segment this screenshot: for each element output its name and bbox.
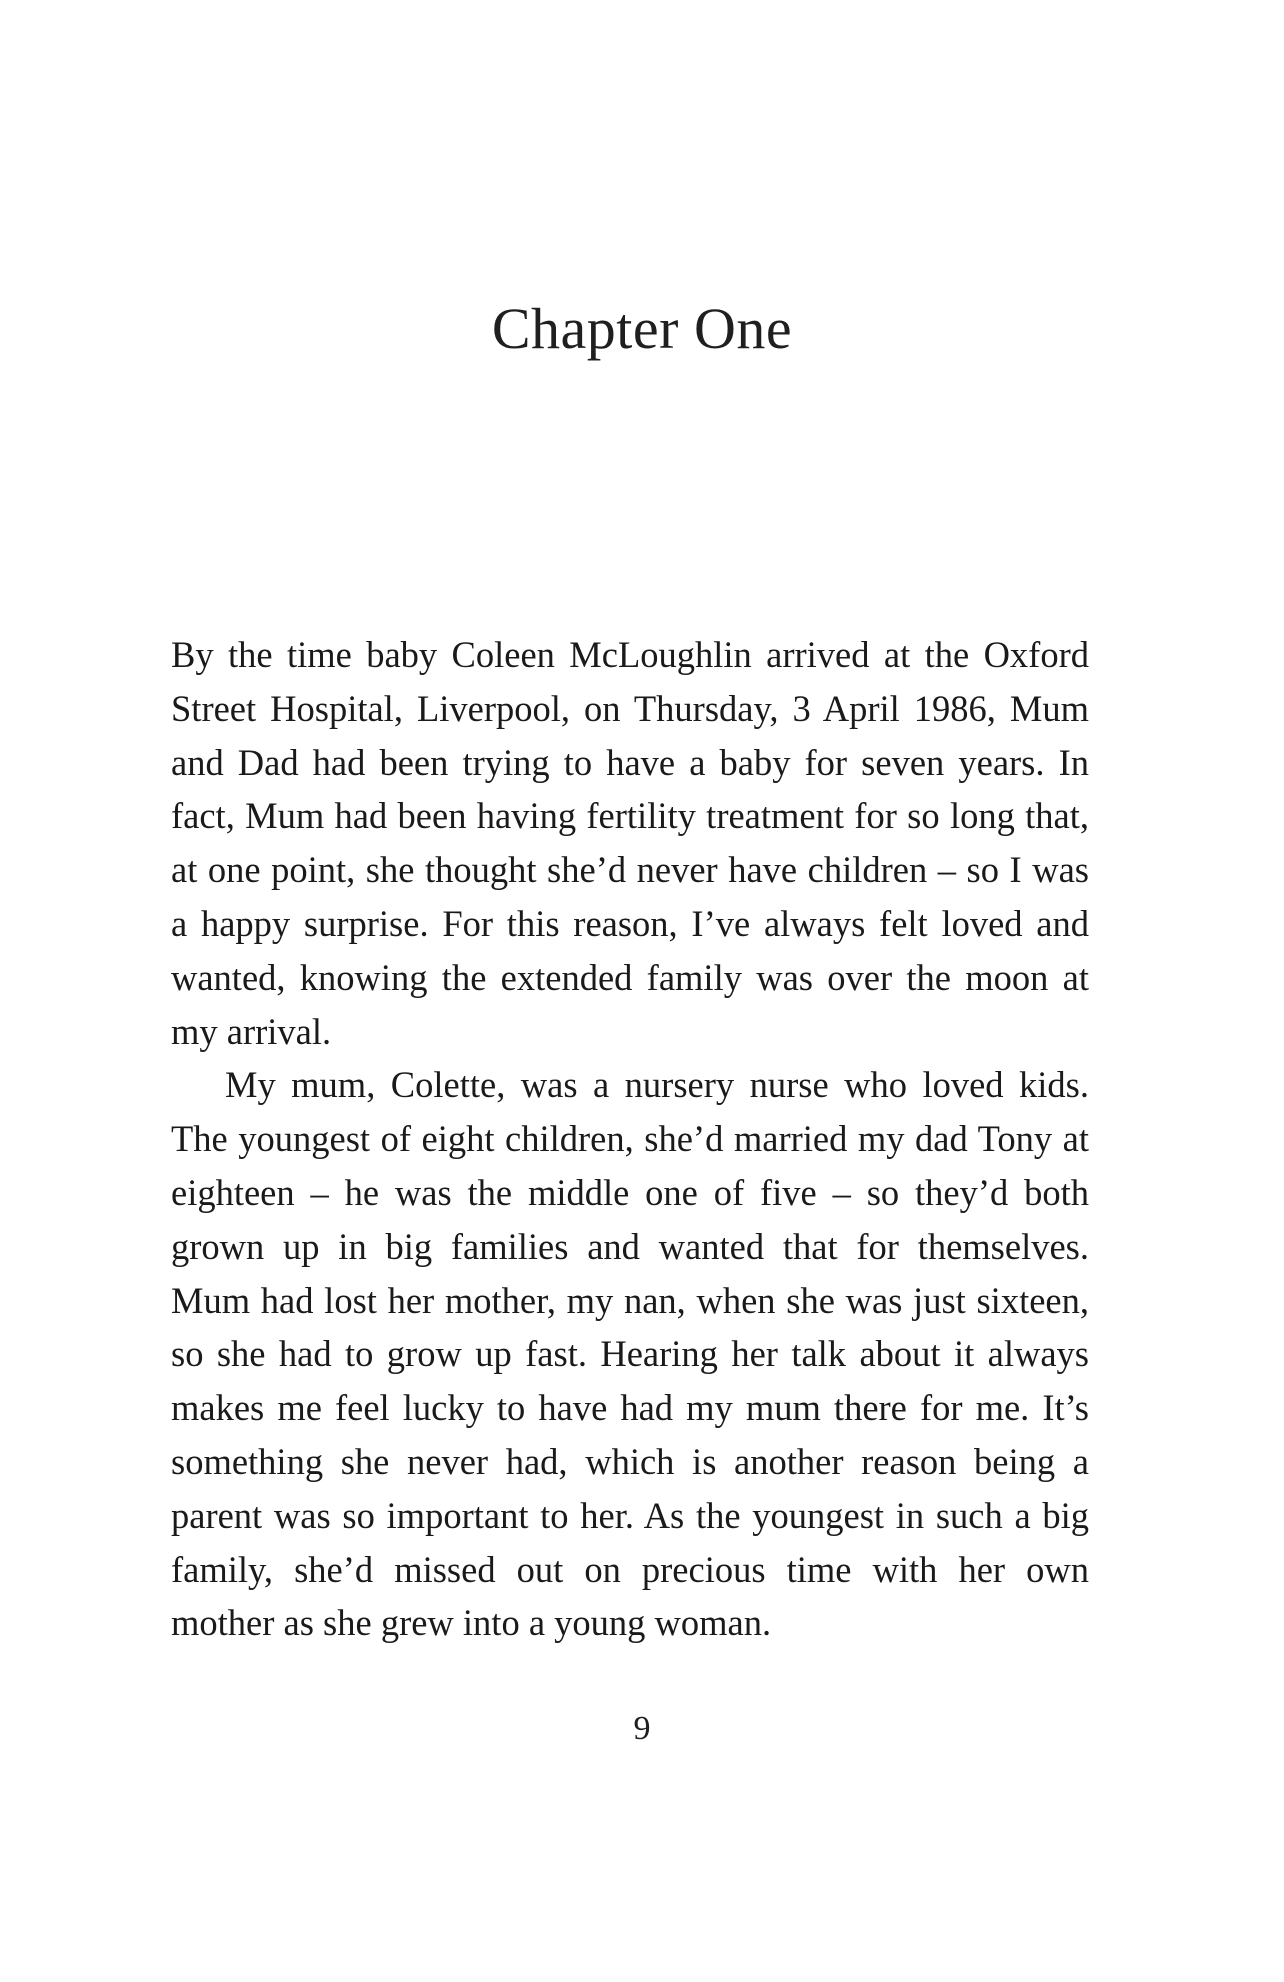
page-number: 9: [633, 1710, 651, 1747]
chapter-title: Chapter One: [491, 296, 793, 361]
paragraph-2: My mum, Colette, was a nursery nurse who loved kids. The youngest of eight children, she’d married my dad Tony at eighteen – he was the middle one of five – so they’d both grown up in big families and wanted that for themselves. Mum had lost her mother, my nan, when she was just sixteen, so she had to grow up fast. Hearing her talk about it always makes me feel lucky to have had my mum there for me. It’s something she never had, which is another reason being a parent was so important to her. As the youngest in such a big family, she’d missed out on precious time with her own mother as she grew into a young woman.: [171, 1064, 1089, 1644]
paragraph-1: By the time baby Coleen McLoughlin arrived at the Oxford Street Hospital, Liverpool, on Thursday, 3 April 1986, Mum and Dad had been trying to have a baby for seven years. In fact, Mum had been having fertility treatment for so long that, at one point, she thought she’d never have children – so I was a happy surprise. For this reason, I’ve always felt loved and wanted, knowing the extended family was over the moon at my arrival.: [171, 634, 1089, 1052]
chapter-body: [171, 628, 1089, 1650]
